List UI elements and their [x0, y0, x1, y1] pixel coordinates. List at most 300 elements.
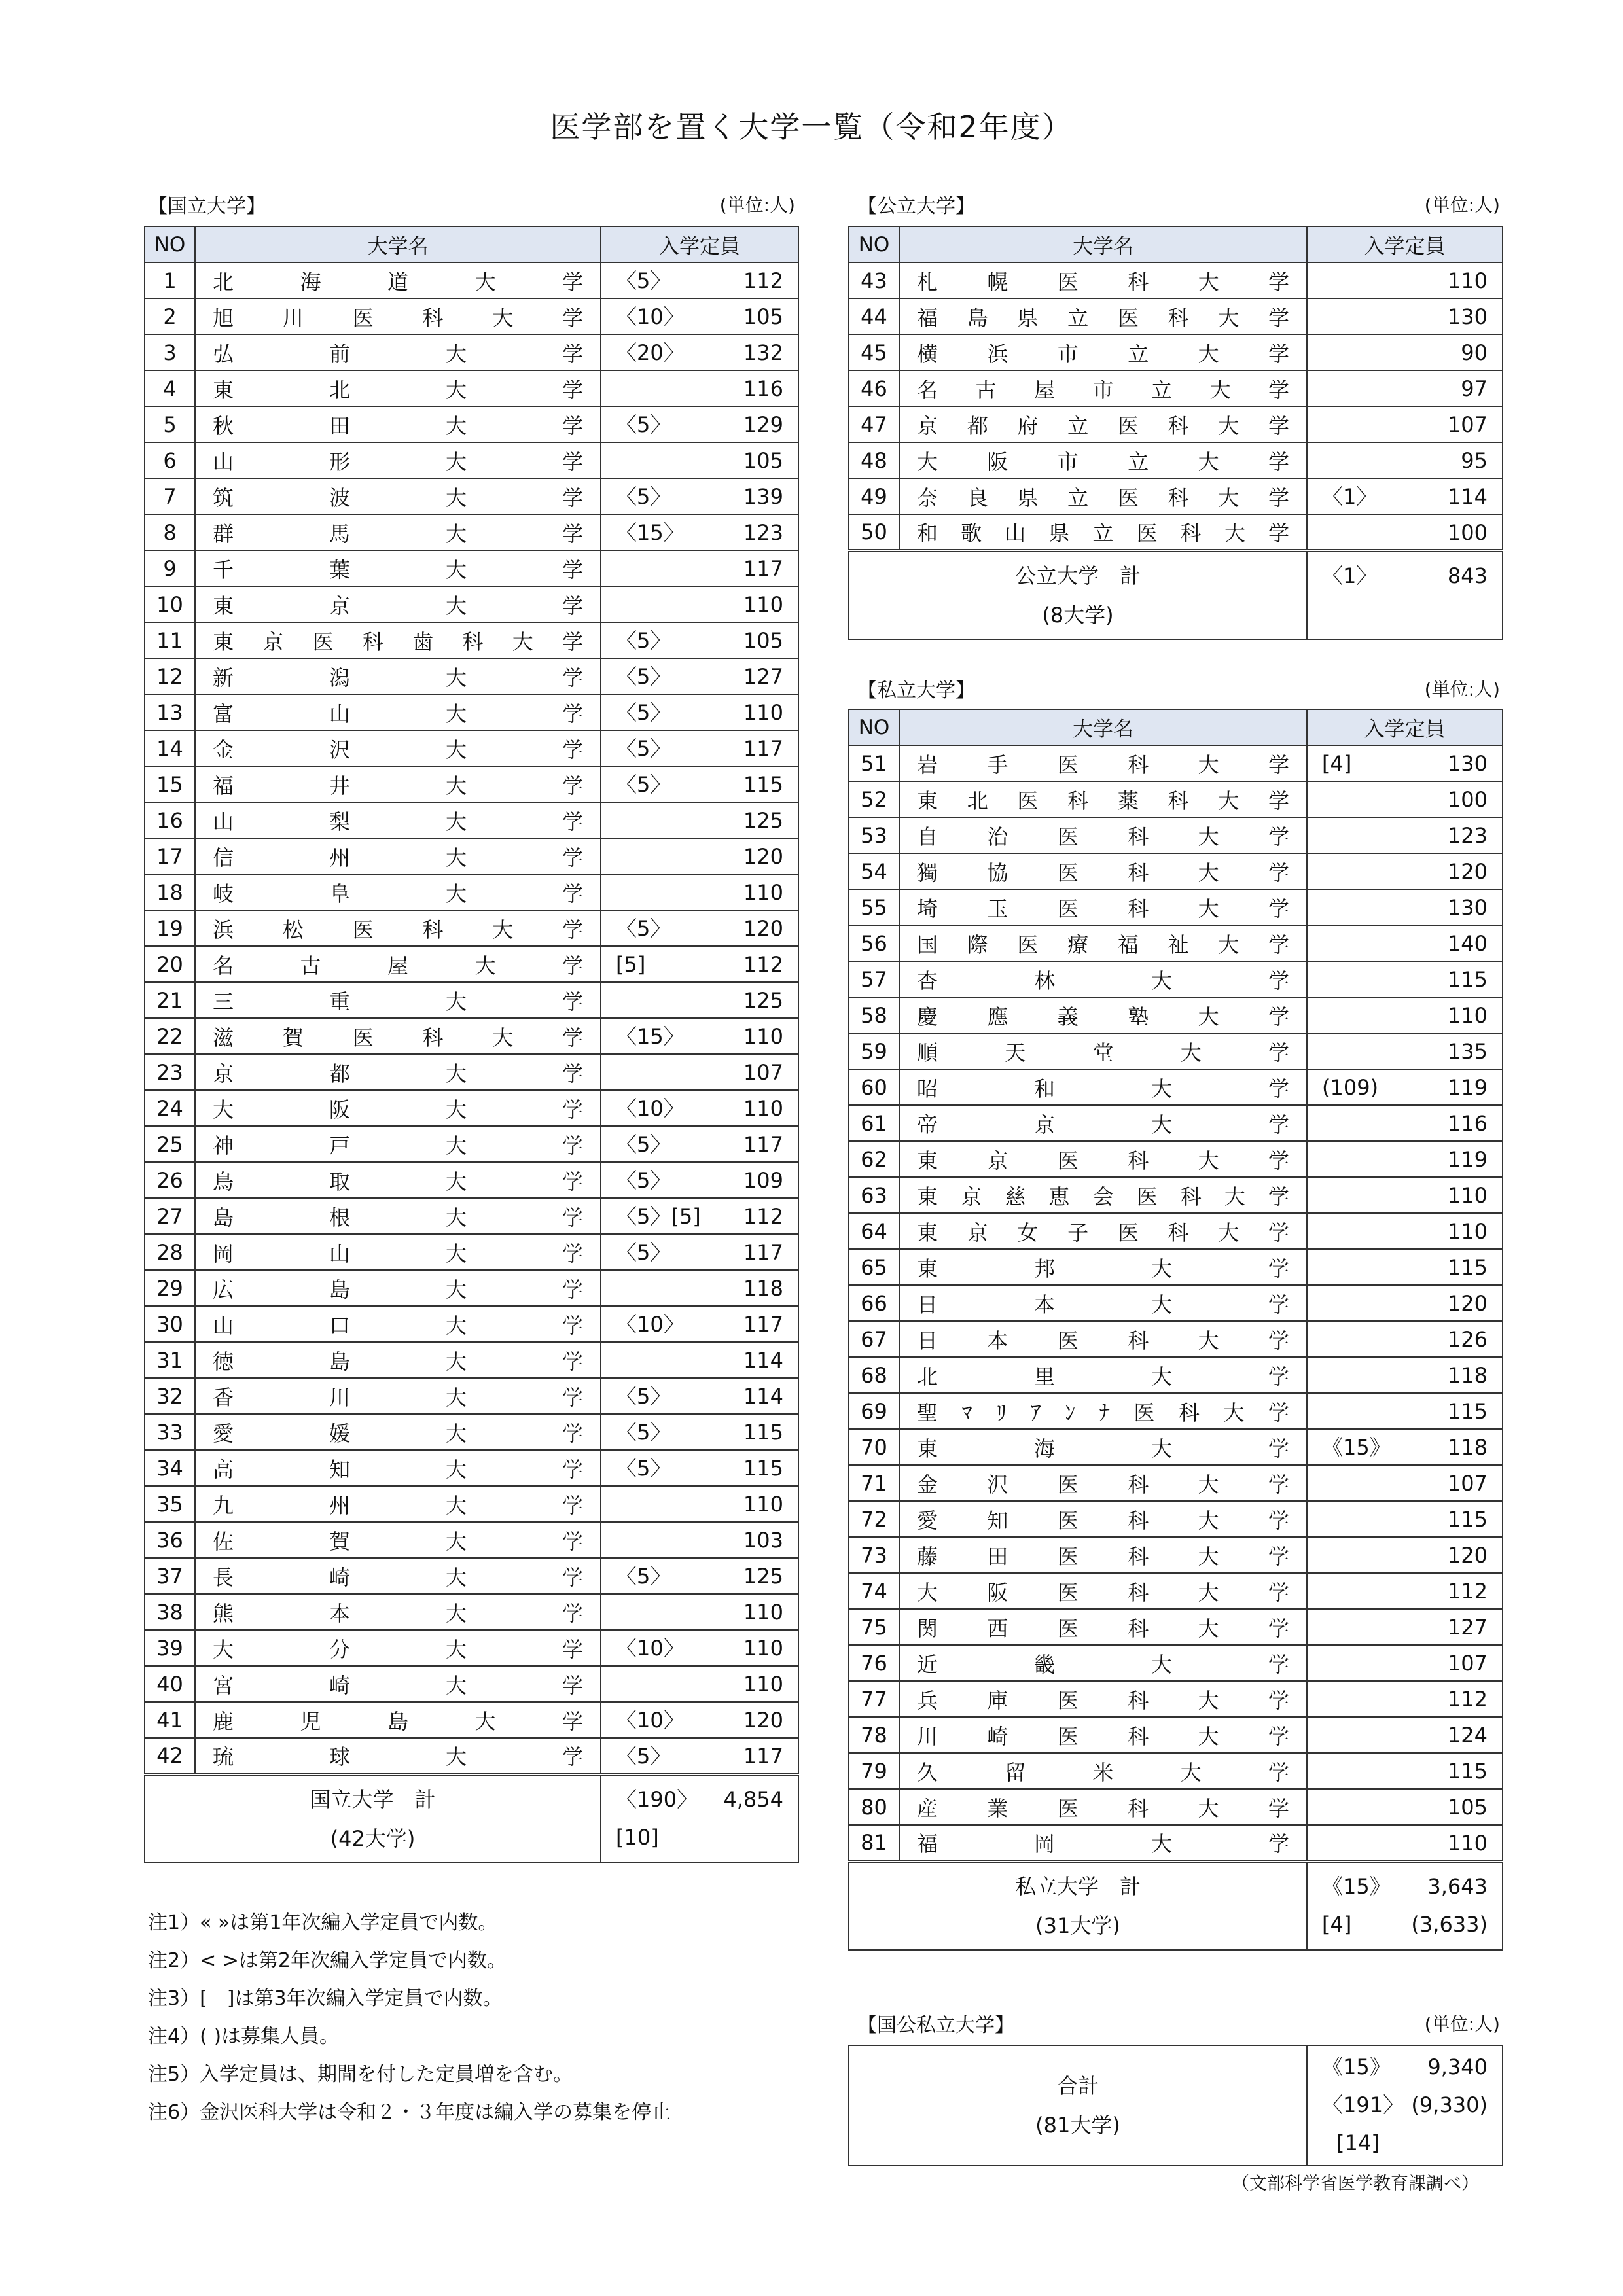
all-cap: 9,340: [1427, 2055, 1488, 2079]
row-no: 38: [145, 1594, 195, 1630]
row-name: 順天堂大学: [899, 1033, 1307, 1069]
row-cap: 107: [743, 1060, 783, 1085]
row-name: 帝京大学: [899, 1105, 1307, 1141]
table-row: [145, 1522, 798, 1558]
private-total-row: [849, 1861, 1503, 1950]
private-total-label: 私立大学 計: [1014, 1873, 1141, 1899]
row-cap: 107: [1447, 1471, 1488, 1496]
row-note: 〈5〉: [616, 412, 671, 437]
row-cap: 114: [743, 1348, 783, 1373]
row-cap: 112: [743, 1204, 783, 1229]
row-name: 宮崎大学: [195, 1666, 601, 1702]
row-cap: 120: [1447, 1291, 1488, 1316]
row-no: 78: [849, 1717, 899, 1753]
table-row: [849, 1681, 1503, 1717]
row-no: 70: [849, 1429, 899, 1465]
row-note: 〈5〉: [616, 1420, 671, 1445]
row-name: 東邦大学: [899, 1249, 1307, 1285]
national-total-label: 国立大学 計: [310, 1786, 436, 1812]
table-row: [145, 874, 798, 910]
table-row: [145, 730, 798, 766]
row-no: 45: [849, 334, 899, 370]
row-name: 川崎医科大学: [899, 1717, 1307, 1753]
table-row: [849, 1033, 1503, 1069]
row-no: 59: [849, 1033, 899, 1069]
row-cap: 125: [743, 808, 783, 833]
table-row: [145, 370, 798, 406]
row-name: 名古屋大学: [195, 946, 601, 982]
table-row: [849, 1321, 1503, 1357]
row-cap: 119: [1447, 1075, 1488, 1100]
row-no: 40: [145, 1666, 195, 1702]
row-cap: 110: [1447, 1831, 1488, 1856]
row-name: 奈良県立医科大学: [899, 478, 1307, 514]
table-row: [849, 1429, 1503, 1465]
row-name: 福井大学: [195, 766, 601, 802]
row-no: 1: [145, 262, 195, 298]
row-no: 53: [849, 817, 899, 853]
row-name: 香川大学: [195, 1378, 601, 1414]
row-note: 〈10〉: [616, 1096, 685, 1121]
table-row: [145, 946, 798, 982]
table-row: [145, 442, 798, 478]
row-name: 神戸大学: [195, 1126, 601, 1162]
row-no: 73: [849, 1537, 899, 1573]
row-note: 〈10〉: [616, 1312, 685, 1337]
col-no: NO: [849, 709, 899, 745]
row-cap: 110: [743, 1096, 783, 1121]
row-cap: 139: [743, 484, 783, 509]
row-cap: 117: [743, 556, 783, 581]
row-note: 〈5〉: [616, 772, 671, 797]
row-cap: 110: [743, 1024, 783, 1049]
row-no: 19: [145, 910, 195, 946]
table-row: [849, 1645, 1503, 1681]
row-cap: 127: [743, 664, 783, 689]
row-cap: 135: [1447, 1039, 1488, 1064]
row-note: 〈1〉: [1322, 484, 1378, 509]
row-name: 杏林大学: [899, 961, 1307, 997]
row-name: 金沢医科大学: [899, 1465, 1307, 1501]
row-cap: 117: [743, 1744, 783, 1769]
table-row: [849, 478, 1503, 514]
row-no: 5: [145, 406, 195, 442]
row-cap: 116: [1447, 1111, 1488, 1136]
row-name: 筑波大学: [195, 478, 601, 514]
row-no: 22: [145, 1018, 195, 1054]
row-no: 75: [849, 1609, 899, 1645]
row-no: 65: [849, 1249, 899, 1285]
row-note: (109): [1322, 1075, 1379, 1100]
table-row: [145, 910, 798, 946]
public-label: 【公立大学】: [857, 195, 975, 218]
row-name: 久留米大学: [899, 1753, 1307, 1789]
row-note: 〈5〉: [616, 628, 671, 653]
table-row: [145, 1630, 798, 1666]
table-row: [849, 514, 1503, 550]
row-no: 39: [145, 1630, 195, 1666]
row-cap: 129: [743, 412, 783, 437]
table-row: [145, 658, 798, 694]
table-row: [145, 1558, 798, 1594]
row-note: 〈5〉: [616, 484, 671, 509]
table-row: [849, 1285, 1503, 1321]
table-row: [849, 925, 1503, 961]
table-row: [145, 766, 798, 802]
row-name: 東海大学: [899, 1429, 1307, 1465]
row-cap: 119: [1447, 1147, 1488, 1172]
row-no: 36: [145, 1522, 195, 1558]
table-row: [849, 1825, 1503, 1861]
row-name: 藤田医科大学: [899, 1537, 1307, 1573]
row-name: 山形大学: [195, 442, 601, 478]
row-cap: 116: [743, 376, 783, 401]
row-cap: 117: [743, 1132, 783, 1157]
row-cap: 112: [743, 952, 783, 977]
note-3: 注3）[ ]は第3年次編入学定員で内数。: [148, 1987, 503, 2010]
row-note: 〈20〉: [616, 340, 685, 365]
row-note: 〈5〉: [616, 1384, 671, 1409]
table-row: [145, 1306, 798, 1342]
row-cap: 115: [1447, 1759, 1488, 1784]
table-row: [145, 1450, 798, 1486]
table-row: [145, 1054, 798, 1090]
row-name: 兵庫医科大学: [899, 1681, 1307, 1717]
row-name: 近畿大学: [899, 1645, 1307, 1681]
public-total-label: 公立大学 計: [1014, 563, 1141, 588]
row-no: 29: [145, 1270, 195, 1306]
row-name: 九州大学: [195, 1486, 601, 1522]
row-cap: 110: [743, 880, 783, 905]
row-note: 〈5〉: [616, 268, 671, 293]
row-cap: 112: [743, 268, 783, 293]
row-name: 島根大学: [195, 1198, 601, 1234]
row-cap: 110: [1447, 268, 1488, 293]
all-unit: (単位:人): [1424, 2013, 1500, 2035]
table-row: [849, 781, 1503, 817]
row-cap: 118: [743, 1276, 783, 1301]
row-cap: 107: [1447, 1651, 1488, 1676]
table-row: [849, 1609, 1503, 1645]
row-name: 日本大学: [899, 1285, 1307, 1321]
row-no: 63: [849, 1177, 899, 1213]
row-no: 25: [145, 1126, 195, 1162]
row-no: 13: [145, 694, 195, 730]
row-cap: 97: [1461, 376, 1488, 401]
table-row: [849, 1573, 1503, 1609]
table-row: [849, 1357, 1503, 1393]
row-note: 〈5〉: [616, 700, 671, 725]
row-name: 北海道大学: [195, 262, 601, 298]
row-no: 58: [849, 997, 899, 1033]
row-no: 14: [145, 730, 195, 766]
row-cap: 120: [1447, 859, 1488, 884]
row-note: 〈10〉: [616, 1708, 685, 1733]
table-row: [145, 1126, 798, 1162]
row-name: 聖ﾏﾘｱﾝﾅ医科大学: [899, 1393, 1307, 1429]
row-note: 〈5〉[5]: [616, 1204, 701, 1229]
row-name: 愛媛大学: [195, 1414, 601, 1450]
note-2: 注2）< >は第2年次編入学定員で内数。: [148, 1949, 507, 1972]
row-cap: 109: [743, 1168, 783, 1193]
private-label: 【私立大学】: [857, 679, 975, 702]
national-total-note2: [10]: [616, 1824, 659, 1850]
table-row: [145, 1162, 798, 1198]
national-total-note1: 〈190〉: [616, 1786, 698, 1812]
table-row: [849, 1537, 1503, 1573]
all-cap2: (9,330): [1411, 2093, 1488, 2117]
row-no: 79: [849, 1753, 899, 1789]
row-name: 鳥取大学: [195, 1162, 601, 1198]
row-no: 17: [145, 838, 195, 874]
table-row: [145, 1738, 798, 1774]
private-total-cap: 3,643: [1427, 1873, 1488, 1899]
row-cap: 127: [1447, 1615, 1488, 1640]
row-no: 72: [849, 1501, 899, 1537]
row-name: 名古屋市立大学: [899, 370, 1307, 406]
row-name: 京都大学: [195, 1054, 601, 1090]
table-row: [849, 442, 1503, 478]
row-name: 熊本大学: [195, 1594, 601, 1630]
row-no: 44: [849, 298, 899, 334]
table-row: [145, 1090, 798, 1126]
row-name: 福島県立医科大学: [899, 298, 1307, 334]
row-no: 32: [145, 1378, 195, 1414]
row-no: 64: [849, 1213, 899, 1249]
table-row: [145, 1342, 798, 1378]
row-name: 自治医科大学: [899, 817, 1307, 853]
row-cap: 100: [1447, 787, 1488, 812]
table-row: [145, 838, 798, 874]
row-no: 60: [849, 1069, 899, 1105]
row-name: 獨協医科大学: [899, 853, 1307, 889]
all-note2: 〈191〉: [1322, 2093, 1404, 2117]
row-cap: 120: [1447, 1543, 1488, 1568]
row-cap: 112: [1447, 1687, 1488, 1712]
table-row: [145, 802, 798, 838]
all-total-count: (81大学): [1035, 2113, 1120, 2138]
source: （文部科学省医学教育課調べ）: [1232, 2174, 1479, 2194]
row-cap: 105: [743, 304, 783, 329]
row-name: 富山大学: [195, 694, 601, 730]
row-cap: 110: [1447, 1003, 1488, 1028]
table-row: [145, 622, 798, 658]
row-note: 〈5〉: [616, 664, 671, 689]
table-row: [145, 694, 798, 730]
table-row: [145, 1666, 798, 1702]
national-label: 【国立大学】: [148, 195, 266, 218]
row-name: 東京医科大学: [899, 1141, 1307, 1177]
row-no: 47: [849, 406, 899, 442]
row-cap: 110: [743, 1672, 783, 1697]
table-row: [145, 1018, 798, 1054]
table-row: [145, 1486, 798, 1522]
row-no: 61: [849, 1105, 899, 1141]
row-note: 〈10〉: [616, 304, 685, 329]
row-name: 関西医科大学: [899, 1609, 1307, 1645]
row-cap: 115: [1447, 1399, 1488, 1424]
row-no: 3: [145, 334, 195, 370]
all-table: [848, 2045, 1503, 2166]
row-cap: 120: [743, 844, 783, 869]
table-row: [849, 1249, 1503, 1285]
row-no: 55: [849, 889, 899, 925]
note-6: 注6）金沢医科大学は令和２・３年度は編入学の募集を停止: [148, 2101, 671, 2124]
table-row: [145, 1234, 798, 1270]
row-no: 4: [145, 370, 195, 406]
row-cap: 115: [1447, 1255, 1488, 1280]
col-cap: 入学定員: [1307, 226, 1503, 262]
row-no: 6: [145, 442, 195, 478]
row-no: 42: [145, 1738, 195, 1774]
table-row: [849, 997, 1503, 1033]
row-cap: 125: [743, 1564, 783, 1589]
row-no: 67: [849, 1321, 899, 1357]
row-cap: 105: [743, 448, 783, 473]
table-row: [849, 1069, 1503, 1105]
row-cap: 120: [743, 916, 783, 941]
row-name: 広島大学: [195, 1270, 601, 1306]
row-name: 鹿児島大学: [195, 1702, 601, 1738]
note-4: 注4）( )は募集人員。: [148, 2025, 340, 2048]
private-total-note1: 《15》: [1322, 1873, 1391, 1899]
notes: [148, 1904, 671, 2132]
national-table: [144, 226, 799, 1863]
row-no: 71: [849, 1465, 899, 1501]
table-row: [145, 262, 798, 298]
row-name: 大阪大学: [195, 1090, 601, 1126]
row-no: 74: [849, 1573, 899, 1609]
row-no: 57: [849, 961, 899, 997]
row-cap: 100: [1447, 520, 1488, 545]
table-row: [849, 817, 1503, 853]
public-total-cap: 843: [1447, 563, 1488, 588]
table-row: [849, 1213, 1503, 1249]
table-row: [145, 1378, 798, 1414]
col-name: 大学名: [195, 226, 601, 262]
row-no: 56: [849, 925, 899, 961]
row-no: 24: [145, 1090, 195, 1126]
row-no: 35: [145, 1486, 195, 1522]
row-no: 50: [849, 514, 899, 550]
row-name: 国際医療福祉大学: [899, 925, 1307, 961]
row-name: 山梨大学: [195, 802, 601, 838]
row-cap: 115: [1447, 967, 1488, 992]
row-cap: 90: [1461, 340, 1488, 365]
row-name: 福岡大学: [899, 1825, 1307, 1861]
row-no: 76: [849, 1645, 899, 1681]
row-name: 東京慈恵会医科大学: [899, 1177, 1307, 1213]
all-total-label: 合計: [1056, 2074, 1099, 2098]
row-name: 東京大学: [195, 586, 601, 622]
national-total-row: [145, 1774, 798, 1863]
table-row: [145, 1594, 798, 1630]
table-row: [849, 370, 1503, 406]
row-no: 37: [145, 1558, 195, 1594]
table-row: [849, 1717, 1503, 1753]
row-name: 信州大学: [195, 838, 601, 874]
row-no: 34: [145, 1450, 195, 1486]
row-name: 昭和大学: [899, 1069, 1307, 1105]
table-row: [849, 1105, 1503, 1141]
row-name: 琉球大学: [195, 1738, 601, 1774]
row-cap: 105: [743, 628, 783, 653]
row-no: 52: [849, 781, 899, 817]
table-row: [849, 298, 1503, 334]
row-name: 北里大学: [899, 1357, 1307, 1393]
row-cap: 103: [743, 1528, 783, 1553]
row-no: 16: [145, 802, 195, 838]
table-row: [145, 1414, 798, 1450]
row-name: 大阪医科大学: [899, 1573, 1307, 1609]
all-note3: [14]: [1336, 2130, 1380, 2155]
table-row: [849, 961, 1503, 997]
row-name: 金沢大学: [195, 730, 601, 766]
row-name: 東北医科薬科大学: [899, 781, 1307, 817]
row-no: 11: [145, 622, 195, 658]
public-total-row: [849, 550, 1503, 639]
national-total-cap: 4,854: [723, 1786, 783, 1812]
private-total-note2: [4]: [1322, 1911, 1352, 1937]
row-cap: 115: [1447, 1507, 1488, 1532]
table-row: [145, 1270, 798, 1306]
row-note: 〈5〉: [616, 1564, 671, 1589]
public-total-note1: 〈1〉: [1322, 563, 1378, 588]
col-no: NO: [145, 226, 195, 262]
row-cap: 132: [743, 340, 783, 365]
row-note: 《15》: [1322, 1435, 1391, 1460]
table-row: [145, 514, 798, 550]
table-row: [849, 1141, 1503, 1177]
row-no: 23: [145, 1054, 195, 1090]
row-cap: 130: [1447, 751, 1488, 776]
row-name: 札幌医科大学: [899, 262, 1307, 298]
row-cap: 120: [743, 1708, 783, 1733]
row-name: 徳島大学: [195, 1342, 601, 1378]
row-name: 埼玉医科大学: [899, 889, 1307, 925]
row-no: 30: [145, 1306, 195, 1342]
table-row: [849, 745, 1503, 781]
row-no: 7: [145, 478, 195, 514]
row-no: 15: [145, 766, 195, 802]
row-name: 京都府立医科大学: [899, 406, 1307, 442]
row-no: 31: [145, 1342, 195, 1378]
private-unit: (単位:人): [1424, 679, 1500, 700]
row-cap: 118: [1447, 1435, 1488, 1460]
row-name: 弘前大学: [195, 334, 601, 370]
table-row: [849, 1753, 1503, 1789]
row-name: 旭川医科大学: [195, 298, 601, 334]
row-cap: 114: [743, 1384, 783, 1409]
row-no: 62: [849, 1141, 899, 1177]
row-no: 46: [849, 370, 899, 406]
row-no: 10: [145, 586, 195, 622]
row-name: 三重大学: [195, 982, 601, 1018]
row-cap: 130: [1447, 304, 1488, 329]
row-cap: 117: [743, 1312, 783, 1337]
public-table: [848, 226, 1503, 640]
row-note: 〈10〉: [616, 1636, 685, 1661]
table-row: [145, 298, 798, 334]
row-no: 33: [145, 1414, 195, 1450]
col-cap: 入学定員: [1307, 709, 1503, 745]
row-cap: 114: [1447, 484, 1488, 509]
all-label: 【国公私立大学】: [857, 2014, 1014, 2037]
row-note: [5]: [616, 952, 646, 977]
row-name: 佐賀大学: [195, 1522, 601, 1558]
row-no: 21: [145, 982, 195, 1018]
table-row: [145, 1702, 798, 1738]
